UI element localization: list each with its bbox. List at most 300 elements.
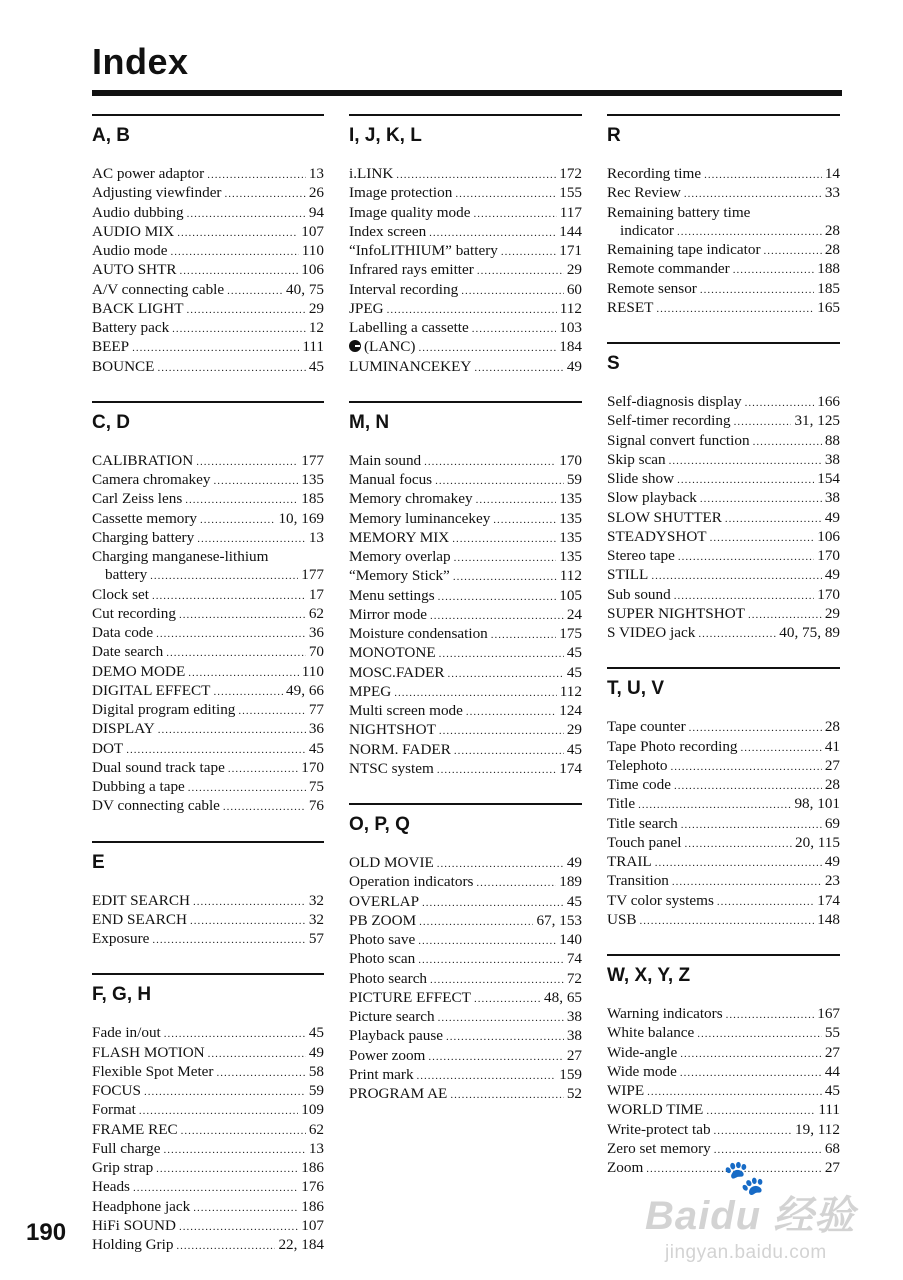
index-entry-term: Image quality mode (349, 203, 471, 221)
page-reference: 19, 112 (795, 1120, 840, 1138)
leader-dots (493, 511, 556, 529)
index-entry-term: Dubbing a tape (92, 778, 185, 795)
index-entry-term: AC power adaptor (92, 165, 205, 182)
page-reference: 155 (559, 184, 582, 202)
page-reference: 166 (817, 393, 840, 410)
index-entry (92, 624, 324, 643)
leader-dots (187, 301, 306, 319)
page-reference: 40, 75, 89 (779, 624, 840, 641)
section-heading: S (607, 353, 620, 374)
index-entry-term: Warning indicators (607, 1005, 723, 1022)
index-entry-term: Self-timer recording (607, 412, 731, 430)
index-entry (349, 1085, 582, 1104)
index-entry (349, 625, 582, 644)
leader-dots (429, 224, 556, 242)
index-entry-term: BACK LIGHT (92, 299, 184, 317)
index-entry-term: Digital program editing (92, 701, 236, 718)
page-reference: 55 (824, 1024, 840, 1042)
page-reference: 98, 101 (794, 795, 840, 813)
index-entry (92, 471, 324, 490)
page-reference: 59 (566, 471, 582, 488)
leader-dots (227, 282, 283, 300)
index-entry-term: FLASH MOTION (92, 1043, 205, 1061)
index-entry-term: MEMORY MIX (349, 528, 450, 546)
leader-dots (172, 320, 306, 338)
page-reference: 60 (566, 280, 582, 298)
leader-dots (430, 607, 564, 625)
leader-dots (680, 1045, 822, 1063)
index-entry-term: Zoom (607, 1159, 644, 1176)
page-reference: 62 (308, 604, 324, 622)
leader-dots (714, 1141, 822, 1159)
page-reference: 29 (308, 299, 324, 317)
page-reference: 36 (308, 624, 324, 641)
index-entry-term: STEADYSHOT (607, 527, 707, 545)
index-entry (349, 281, 582, 300)
page-reference: 109 (301, 1101, 324, 1119)
leader-dots (396, 166, 556, 184)
index-entry-term: Remaining tape indicator (607, 241, 761, 258)
index-column-2 (349, 114, 582, 1128)
leader-dots (214, 472, 299, 490)
index-column-3 (607, 114, 840, 1202)
index-entry (607, 1121, 840, 1140)
index-entry-term: i.LINK (349, 165, 394, 182)
index-entry (349, 319, 582, 338)
leader-dots (188, 664, 299, 682)
index-entry (92, 281, 324, 300)
index-entry-term: Audio mode (92, 242, 168, 259)
page-title: Index (92, 41, 189, 82)
leader-dots (439, 645, 564, 663)
section-heading: O, P, Q (349, 814, 410, 835)
leader-dots (448, 665, 564, 683)
leader-dots (166, 644, 306, 662)
page-reference: 110 (301, 242, 324, 259)
index-entry (92, 510, 324, 529)
page-reference: 49 (308, 1043, 324, 1061)
index-entry-term: Memory overlap (349, 548, 451, 565)
index-entry (92, 1236, 324, 1255)
index-entry (92, 1159, 324, 1178)
index-entry (607, 892, 840, 911)
index-entry (349, 567, 582, 586)
page-reference: 28 (824, 221, 840, 239)
index-entry-continuation: indicator (620, 221, 674, 239)
leader-dots (501, 243, 556, 261)
page-reference: 13 (308, 528, 324, 546)
index-entry-term: (LANC) (364, 338, 416, 356)
index-entry-term: Moisture condensation (349, 625, 488, 642)
index-entry-term: Sub sound (607, 585, 671, 603)
index-entry (349, 854, 582, 873)
leader-dots (207, 166, 306, 184)
index-entry (349, 490, 582, 509)
page-reference: 62 (308, 1120, 324, 1138)
leader-dots (651, 567, 821, 585)
page-reference: 171 (559, 242, 582, 259)
index-entry-term: Wide mode (607, 1062, 677, 1080)
page-reference: 148 (817, 910, 840, 928)
leader-dots (185, 491, 298, 509)
index-entry-term: Transition (607, 872, 669, 890)
leader-dots (438, 588, 557, 606)
leader-dots (152, 587, 306, 605)
page-reference: 44 (824, 1062, 840, 1080)
page-reference: 28 (824, 718, 840, 736)
watermark-brand: Baidu 经验 (645, 1194, 856, 1238)
index-entry-term: Zero set memory (607, 1139, 711, 1157)
leader-dots (156, 625, 306, 643)
index-entry-term: AUTO SHTR (92, 261, 177, 279)
leader-dots (139, 1102, 298, 1120)
index-entry (92, 1217, 324, 1236)
leader-dots (180, 262, 299, 280)
index-entry-term: JPEG (349, 299, 384, 317)
section-heading: W, X, Y, Z (607, 965, 691, 986)
index-entry-term: Memory chromakey (349, 490, 473, 508)
index-entry (607, 872, 840, 891)
index-entry (92, 223, 324, 242)
index-entry (349, 204, 582, 223)
page-reference: 68 (824, 1139, 840, 1157)
page-reference: 13 (308, 1139, 324, 1157)
leader-dots (419, 913, 533, 931)
index-entry-term: RESET (607, 298, 654, 316)
leader-dots (437, 855, 564, 873)
page-reference: 170 (559, 451, 582, 469)
index-entry-term: DEMO MODE (92, 662, 186, 680)
index-entry-term: Interval recording (349, 280, 459, 298)
leader-dots (418, 951, 564, 969)
page-reference: 13 (308, 165, 324, 182)
index-section (92, 114, 324, 377)
page-reference: 26 (308, 184, 324, 202)
index-entry (607, 1044, 840, 1063)
leader-dots (387, 301, 557, 319)
index-entry (349, 702, 582, 721)
leader-dots (418, 339, 556, 357)
index-entry (92, 720, 324, 739)
leader-dots (706, 1102, 815, 1120)
page-reference: 45 (566, 663, 582, 681)
index-entry (607, 757, 840, 776)
index-entry-term: Charging manganese-lithium (92, 548, 269, 565)
index-entry-term: DV connecting cable (92, 797, 220, 815)
leader-dots (674, 587, 815, 605)
page-reference: 32 (308, 891, 324, 909)
page-reference: 167 (817, 1005, 840, 1022)
page-reference: 170 (817, 585, 840, 603)
page-reference: 111 (818, 1101, 840, 1119)
index-entry (92, 204, 324, 223)
index-entry-term: NIGHTSHOT (349, 721, 436, 739)
index-entry-term: “InfoLITHIUM” battery (349, 242, 498, 259)
page-reference: 45 (566, 892, 582, 910)
leader-dots (656, 300, 814, 318)
title-rule (92, 90, 842, 96)
index-entry-continuation: battery (105, 566, 148, 584)
index-entry (92, 586, 324, 605)
page-reference: 38 (824, 489, 840, 507)
section-rule (607, 954, 840, 956)
index-entry-term: Audio dubbing (92, 203, 184, 221)
index-entry-term: Wide-angle (607, 1043, 678, 1061)
index-entry-term: Multi screen mode (349, 702, 463, 719)
leader-dots (474, 990, 541, 1008)
leader-dots (446, 1028, 564, 1046)
index-entry-term: OVERLAP (349, 892, 420, 910)
index-entry (607, 393, 840, 412)
leader-dots (208, 1045, 306, 1063)
page-reference: 135 (301, 471, 324, 488)
leader-dots (678, 548, 814, 566)
page-reference: 106 (301, 261, 324, 279)
index-entry-term: Cut recording (92, 604, 176, 622)
section-heading: M, N (349, 411, 390, 433)
leader-dots (126, 741, 306, 759)
page-reference: 112 (559, 299, 582, 317)
index-entry (349, 452, 582, 471)
index-entry-term: Holding Grip (92, 1236, 174, 1253)
index-entry (607, 605, 840, 624)
page-reference: 20, 115 (795, 833, 840, 851)
index-entry-term: Slide show (607, 470, 675, 487)
index-entry-term: Telephoto (607, 756, 668, 774)
index-entry-term: Dual sound track tape (92, 758, 225, 776)
page-reference: 135 (559, 528, 582, 546)
index-entry (92, 1121, 324, 1140)
index-entry (607, 1101, 840, 1120)
index-entry (349, 529, 582, 548)
page-reference: 17 (308, 585, 324, 603)
index-entry (607, 432, 840, 451)
leader-dots (476, 491, 557, 509)
leader-dots (753, 433, 822, 451)
index-entry (92, 892, 324, 911)
page-reference: 94 (308, 203, 324, 221)
page-reference: 165 (817, 298, 840, 316)
index-entry-term: Playback pause (349, 1027, 444, 1045)
index-entry (607, 776, 840, 795)
section-rule (349, 401, 582, 403)
page-reference: 45 (824, 1082, 840, 1099)
index-entry (607, 1024, 840, 1043)
page-reference: 175 (559, 625, 582, 642)
index-entry (92, 1082, 324, 1101)
index-entry (92, 1101, 324, 1120)
index-entry (607, 241, 840, 260)
leader-dots (228, 760, 298, 778)
leader-dots (725, 510, 822, 528)
index-entry-term: Slow playback (607, 489, 697, 507)
page-reference: 107 (301, 222, 324, 240)
index-entry (349, 950, 582, 969)
index-entry (92, 930, 324, 949)
page-reference: 135 (559, 490, 582, 508)
index-entry-term: Battery pack (92, 319, 170, 336)
index-entry (349, 893, 582, 912)
index-entry-term: Skip scan (607, 450, 666, 468)
index-entry-term: EDIT SEARCH (92, 891, 191, 909)
page-reference: 27 (566, 1046, 582, 1064)
leader-dots (132, 339, 299, 357)
page-reference: 69 (824, 814, 840, 832)
page-reference: 154 (817, 470, 840, 487)
page-reference: 75 (308, 778, 324, 795)
page-reference: 22, 184 (278, 1236, 324, 1253)
index-entry-term: SUPER NIGHTSHOT (607, 604, 745, 622)
page-reference: 111 (302, 338, 324, 356)
index-section (607, 114, 840, 318)
leader-dots (466, 703, 556, 721)
index-entry-term: NTSC system (349, 759, 434, 777)
page-reference: 172 (559, 165, 582, 182)
leader-dots (734, 413, 792, 431)
index-entry (92, 778, 324, 797)
index-entry-term: Image protection (349, 184, 453, 202)
index-column-1 (92, 114, 324, 1279)
leader-dots (704, 166, 822, 184)
index-entry (92, 1140, 324, 1159)
index-entry-term: CALIBRATION (92, 451, 194, 469)
page-reference: 48, 65 (544, 988, 582, 1006)
index-entry-term: FRAME REC (92, 1120, 178, 1138)
watermark-url: jingyan.baidu.com (665, 1242, 827, 1263)
leader-dots (171, 243, 299, 261)
leader-dots (394, 684, 557, 702)
page-reference: 106 (817, 527, 840, 545)
leader-dots (453, 568, 557, 586)
index-entry-term: TV color systems (607, 891, 714, 909)
leader-dots (150, 567, 298, 585)
index-entry-term: Title search (607, 814, 678, 832)
index-entry-term: Remote sensor (607, 279, 697, 297)
leader-dots (674, 777, 822, 795)
page-reference: 135 (559, 548, 582, 565)
leader-dots (177, 224, 298, 242)
index-entry (607, 547, 840, 566)
leader-dots (672, 873, 822, 891)
leader-dots (680, 1064, 822, 1082)
index-section (607, 342, 840, 643)
index-entry-term: Photo scan (349, 950, 416, 968)
page-reference: 31, 125 (794, 412, 840, 430)
index-entry-term: Manual focus (349, 471, 433, 488)
index-entry (607, 260, 840, 279)
index-entry (349, 300, 582, 319)
index-entry-term: Grip strap (92, 1159, 154, 1176)
section-rule (607, 667, 840, 669)
page-reference: 72 (566, 969, 582, 987)
index-section (349, 401, 582, 779)
index-entry-term: DISPLAY (92, 720, 155, 738)
index-entry (607, 834, 840, 853)
index-entry-term: Date search (92, 643, 164, 661)
index-entry (607, 299, 840, 318)
leader-dots (418, 932, 556, 950)
index-entry-term: Time code (607, 776, 671, 793)
index-entry-term: AUDIO MIX (92, 222, 175, 240)
index-entry (92, 338, 324, 357)
page-reference: 24 (566, 605, 582, 623)
index-entry (92, 1024, 324, 1043)
index-entry (607, 509, 840, 528)
page-reference: 49 (824, 566, 840, 584)
section-heading: I, J, K, L (349, 125, 422, 146)
page-reference: 29 (566, 261, 582, 279)
page-reference: 174 (559, 759, 582, 777)
index-entry (92, 490, 324, 509)
leader-dots (424, 453, 556, 471)
leader-dots (700, 281, 814, 299)
index-entry (349, 510, 582, 529)
index-entry (349, 741, 582, 760)
leader-dots (196, 453, 298, 471)
index-entry-term: S VIDEO jack (607, 624, 696, 641)
index-entry-term: NORM. FADER (349, 740, 451, 758)
index-entry (349, 912, 582, 931)
leader-dots (491, 626, 556, 644)
index-entry-term: Adjusting viewfinder (92, 184, 222, 202)
index-entry (92, 643, 324, 662)
index-entry-term: Print mark (349, 1065, 414, 1083)
index-entry (607, 815, 840, 834)
page-reference: 32 (308, 910, 324, 928)
index-entry-term: STILL (607, 566, 649, 584)
page-reference: 159 (559, 1065, 582, 1083)
page-reference: 107 (301, 1216, 324, 1234)
page-reference: 49 (566, 854, 582, 871)
leader-dots (733, 261, 814, 279)
index-entry (349, 338, 582, 357)
leader-dots (181, 1122, 306, 1140)
index-entry-term: FOCUS (92, 1082, 141, 1099)
paw-icon: 🐾 (723, 1159, 766, 1197)
page-reference: 112 (559, 567, 582, 585)
index-entry (92, 797, 324, 816)
leader-dots (450, 1086, 563, 1104)
index-entry (92, 261, 324, 280)
page-reference: 177 (301, 451, 324, 469)
leader-dots (677, 223, 822, 241)
index-entry-term: Touch panel (607, 833, 682, 851)
leader-dots (164, 1025, 306, 1043)
page-reference: 177 (301, 566, 324, 584)
leader-dots (638, 796, 791, 814)
index-entry-term: Flexible Spot Meter (92, 1062, 214, 1080)
index-entry (92, 566, 324, 585)
index-entry-term: Data code (92, 624, 154, 641)
index-entry (607, 853, 840, 872)
index-entry-term: Main sound (349, 451, 422, 469)
page-reference: 38 (824, 450, 840, 468)
index-entry-term: Stereo tape (607, 547, 675, 564)
index-entry (607, 165, 840, 184)
page-reference: 176 (301, 1178, 324, 1196)
index-entry (92, 529, 324, 548)
leader-dots (156, 1160, 298, 1178)
page-reference: 45 (308, 357, 324, 375)
index-entry-term: Photo search (349, 969, 428, 987)
index-entry (607, 528, 840, 547)
index-entry (349, 683, 582, 702)
leader-dots (152, 931, 305, 949)
page-reference: 135 (559, 509, 582, 527)
leader-dots (176, 1237, 275, 1255)
page-reference: 186 (301, 1197, 324, 1215)
index-entry-term: Write-protect tab (607, 1120, 711, 1138)
